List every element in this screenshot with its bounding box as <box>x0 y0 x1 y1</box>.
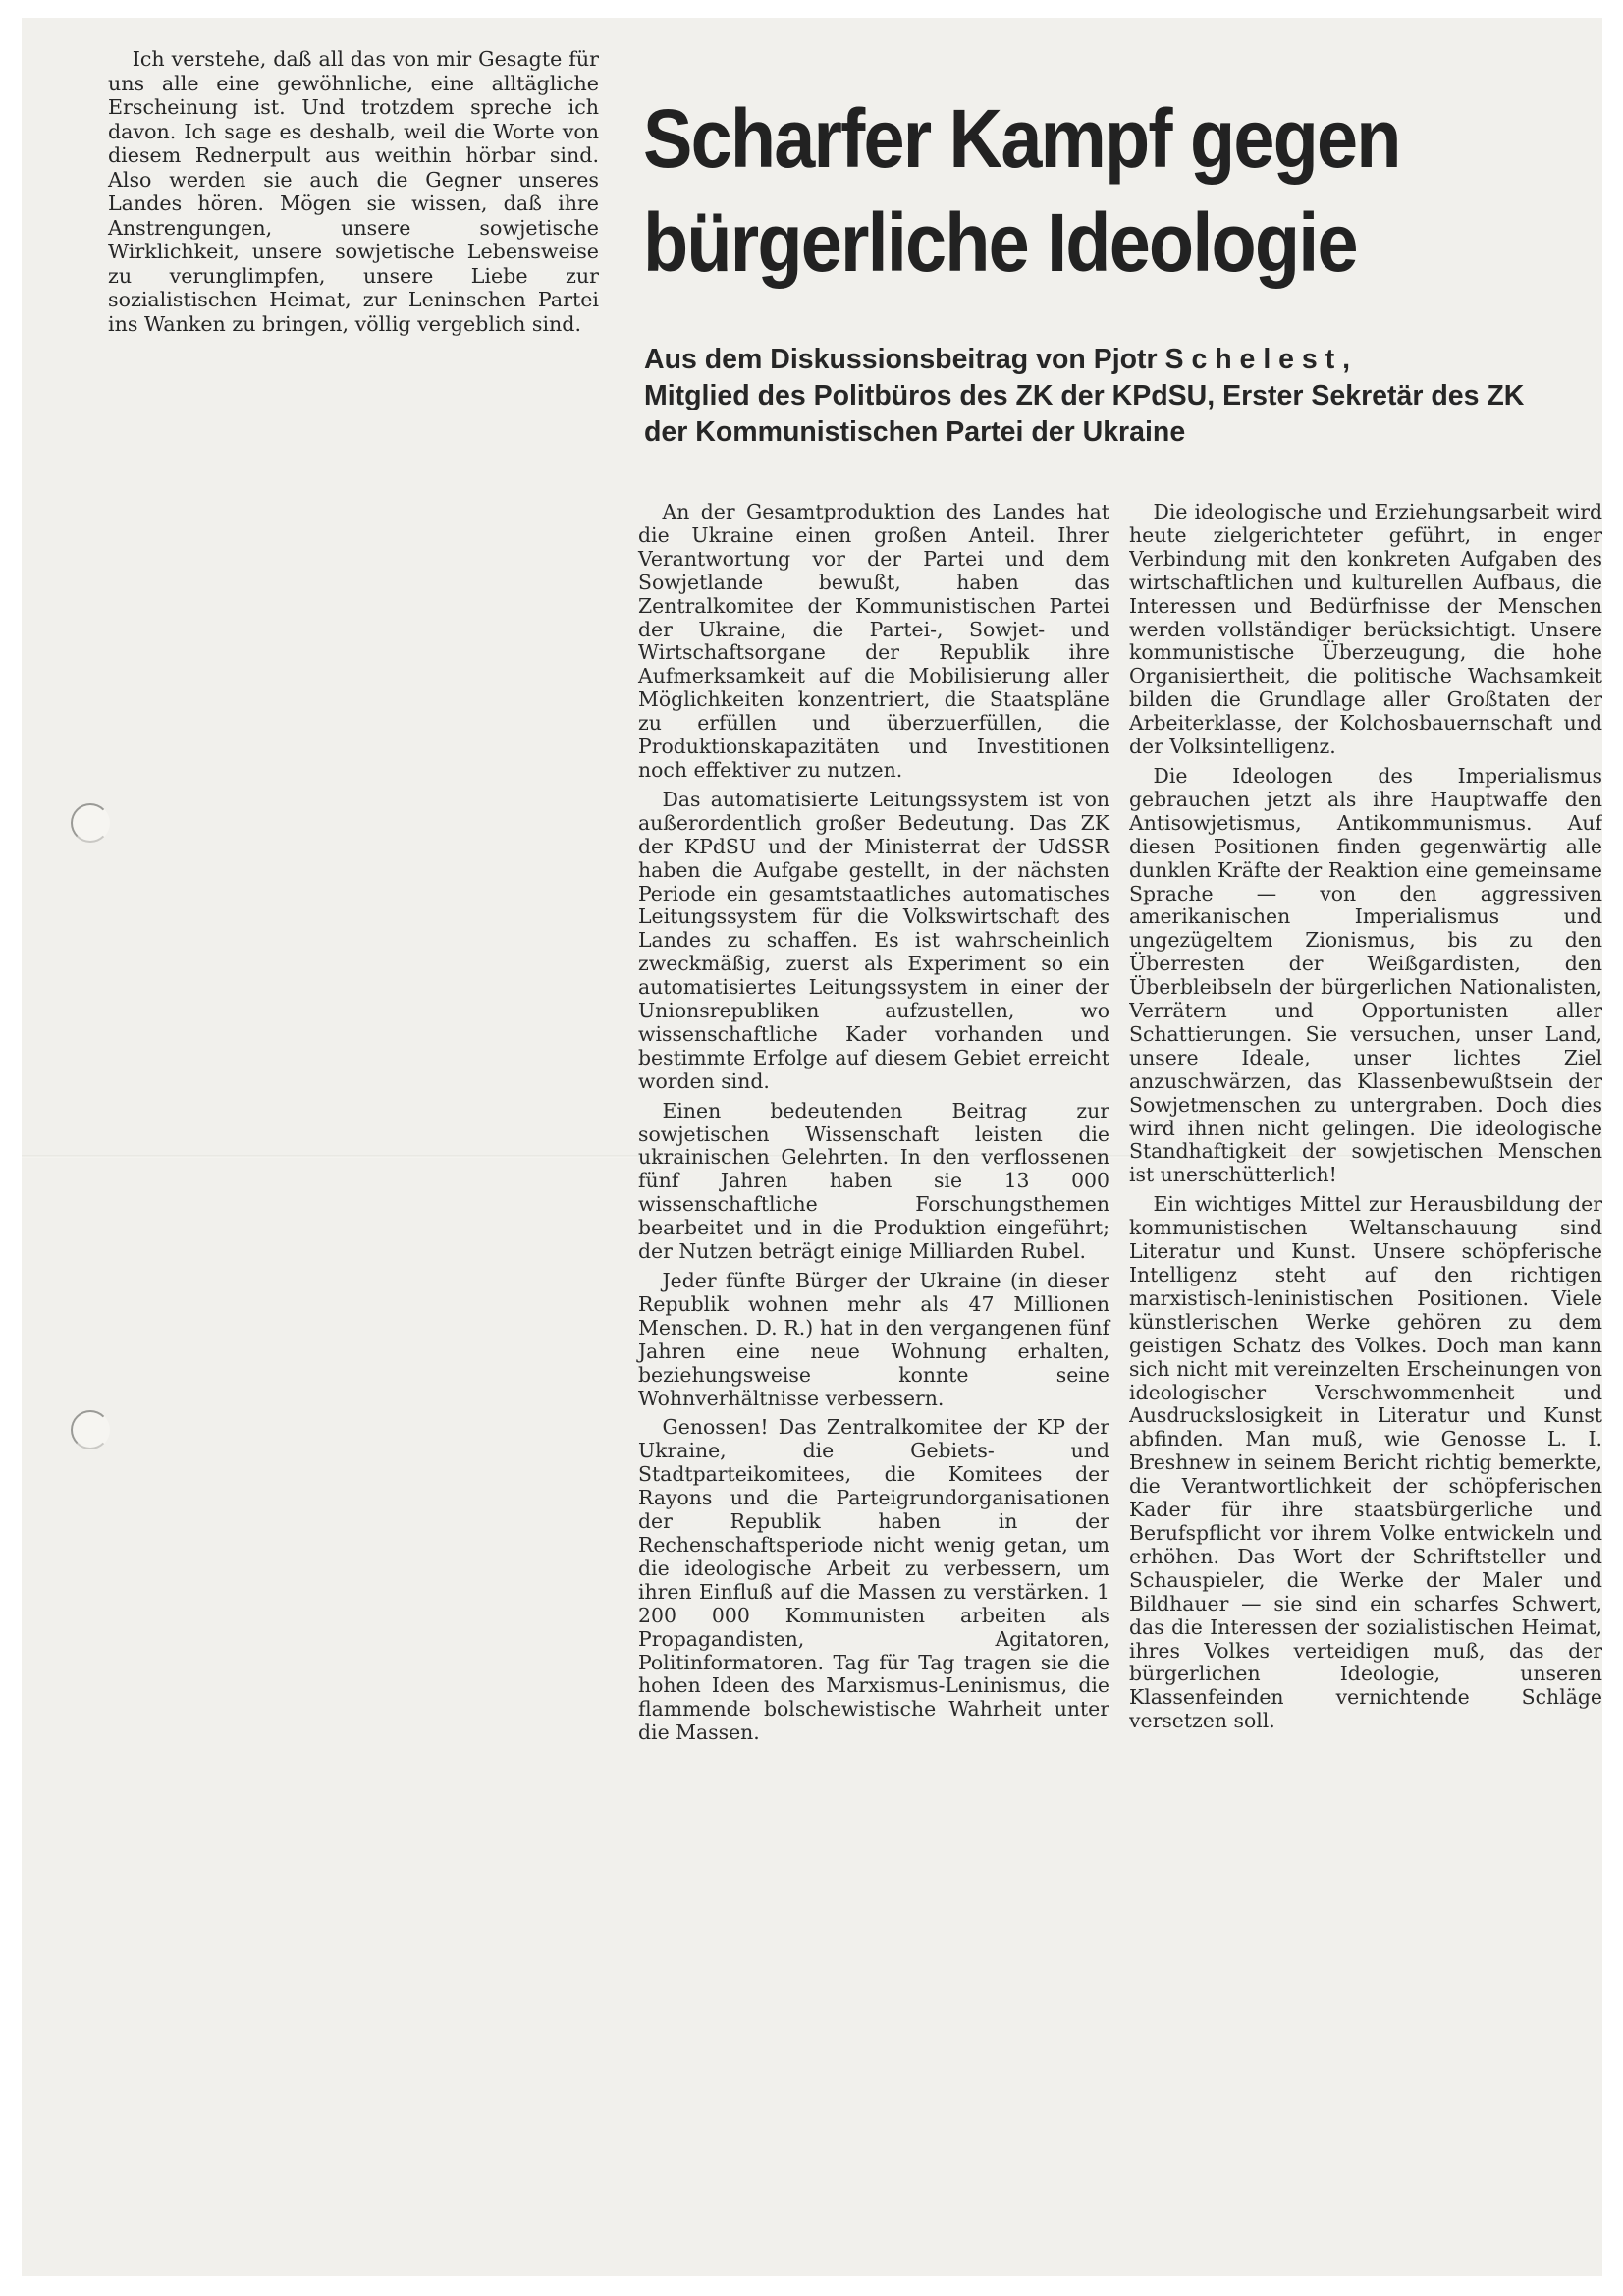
paragraph: Jeder fünfte Bürger der Ukraine (in dieser Republik wohnen mehr als 47 Millionen Menschen. D. R.) hat in den vergangenen fünf Jahren eine neue Wohnung erhalten, beziehungsweise konnte seine Wohnverhältnisse verbessern. <box>638 1269 1109 1410</box>
headline-line-2: bürgerliche Ideologie <box>643 196 1357 289</box>
article-column-1 <box>638 501 1109 1751</box>
article-subheading <box>644 342 1601 451</box>
paragraph: An der Gesamtproduktion des Landes hat die Ukraine einen großen Anteil. Ihrer Verantwortung vor der Partei und dem Sowjetlande bewußt, haben das Zentralkomitee der Kommunistischen Partei der Ukraine, die Partei-, Sowjet- und Wirtschaftsorgane der Republik ihre Aufmerksamkeit auf die Mobilisierung aller Möglichkeiten konzentriert, die Staatspläne zu erfüllen und überzuerfüllen, die Produktionskapazitäten und Investitionen noch effektiver zu nutzen. <box>638 500 1109 782</box>
article-headline <box>643 86 1400 295</box>
paragraph: Das automatisierte Leitungssystem ist von außerordentlich großer Bedeutung. Das ZK der KPdSU und der Ministerrat der UdSSR haben die Aufgabe gestellt, in der nächsten Periode ein gesamtstaatliches automatisches Leitungssystem für die Volkswirtschaft des Landes zu schaffen. Es ist wahrscheinlich zweckmäßig, zuerst als Experiment so ein automatisiertes Leitungssystem in einer der Unionsrepubliken aufzustellen, wo wissenschaftliche Kader vorhanden und bestimmte Erfolge auf diesem Gebiet erreicht worden sind. <box>638 787 1109 1093</box>
subheading-line-1: Aus dem Diskussionsbeitrag von Pjotr S c h e l e s t , <box>644 344 1351 375</box>
punch-hole-bottom <box>71 1410 110 1449</box>
paragraph: Die ideologische und Erziehungsarbeit wird heute zielgerichteter geführt, in enger Verbindung mit den konkreten Aufgaben des wirtschaftlichen und kulturellen Aufbaus, die Interessen und Bedürfnisse der Menschen werden vollständiger berücksichtigt. Unsere kommunistische Überzeugung, die hohe Organisiertheit, die politische Wachsamkeit bilden die Grundlage aller Großtaten der Arbeiterklasse, der Kolchosbauernschaft und der Volksintelligenz. <box>1129 501 1602 759</box>
paragraph: Ein wichtiges Mittel zur Herausbildung der kommunistischen Weltanschauung sind Literatur und Kunst. Unsere schöpferische Intelligenz steht auf den richtigen marxistisch-leninistischen Positionen. Viele künstlerischen Werke gehören zu dem geistigen Schatz des Volkes. Doch man kann sich nicht mit vereinzelten Erscheinungen von ideologischer Verschwommenheit und Ausdruckslosigkeit in Literatur und Kunst abfinden. Man muß, wie Genosse L. I. Breshnew in seinem Bericht richtig bemerkte, die Verantwortlichkeit der schöpferischen Kader für ihre staatsbürgerliche und Berufspflicht vor ihrem Volke entwickeln und erhöhen. Das Wort der Schriftsteller und Schauspieler, die Werke der Maler und Bildhauer — sie sind ein scharfes Schwert, das die Interessen der sozialistischen Heimat, ihres Volkes verteidigen muß, das der bürgerlichen Ideologie, unseren Klassenfeinden vernichtende Schläge versetzen soll. <box>1129 1192 1602 1733</box>
subheading-line-3: der Kommunistischen Partei der Ukraine <box>644 416 1186 448</box>
paragraph: Genossen! Das Zentralkomitee der KP der Ukraine, die Gebiets- und Stadtparteikomitees, die Komitees der Rayons und die Parteigrundorganisationen der Republik haben in der Rechenschaftsperiode nicht wenig getan, um die ideologische Arbeit zu verbessern, um ihren Einfluß auf die Massen zu verstärken. 1 200 000 Kommunisten arbeiten als Propagandisten, Agitatoren, Politinformatoren. Tag für Tag tragen sie die hohen Ideen des Marxismus-Leninismus, die flammende bolschewistische Wahrheit unter die Massen. <box>638 1415 1109 1745</box>
article-column-2 <box>1129 501 1602 1739</box>
subheading-line-2: Mitglied des Politbüros des ZK der KPdSU, Erster Sekretär des ZK <box>644 380 1525 411</box>
punch-hole-top <box>71 803 110 843</box>
intro-paragraph: Ich verstehe, daß all das von mir Gesagte für uns alle eine gewöhnliche, eine alltägliche Erscheinung ist. Und trotzdem spreche ich davon. Ich sage es deshalb, weil die Worte von diesem Rednerpult aus weithin hörbar sind. Also werden sie auch die Gegner unseres Landes hören. Mögen sie wissen, daß ihre Anstrengungen, unsere sowjetische Wirklichkeit, unsere sowjetische Lebensweise zu verunglimpfen, unsere Liebe zur sozialistischen Heimat, zur Leninschen Partei ins Wanken zu bringen, völlig vergeblich sind. <box>108 47 599 336</box>
headline-line-1: Scharfer Kampf gegen <box>643 92 1400 185</box>
paragraph: Einen bedeutenden Beitrag zur sowjetischen Wissenschaft leisten die ukrainischen Gelehrten. In den verflossenen fünf Jahren haben sie 13 000 wissenschaftliche Forschungsthemen bearbeitet und in die Produktion eingeführt; der Nutzen beträgt einige Milliarden Rubel. <box>638 1098 1109 1264</box>
paragraph: Die Ideologen des Imperialismus gebrauchen jetzt als ihre Hauptwaffe den Antisowjetismus, Antikommunismus. Auf diesen Positionen finden gegenwärtig alle dunklen Kräfte der Reaktion eine gemeinsame Sprache — von den aggressiven amerikanischen Imperialismus und ungezügeltem Zionismus, bis zu den Überresten der Weißgardisten, den Überbleibseln der bürgerlichen Nationalisten, Verrätern und Opportunisten aller Schattierungen. Sie versuchen, unser Land, unsere Ideale, unser lichtes Ziel anzuschwärzen, das Klassenbewußtsein der Sowjetmenschen zu untergraben. Doch dies wird ihnen nicht gelingen. Die ideologische Standhaftigkeit der sowjetischen Menschen ist unerschütterlich! <box>1129 763 1602 1187</box>
